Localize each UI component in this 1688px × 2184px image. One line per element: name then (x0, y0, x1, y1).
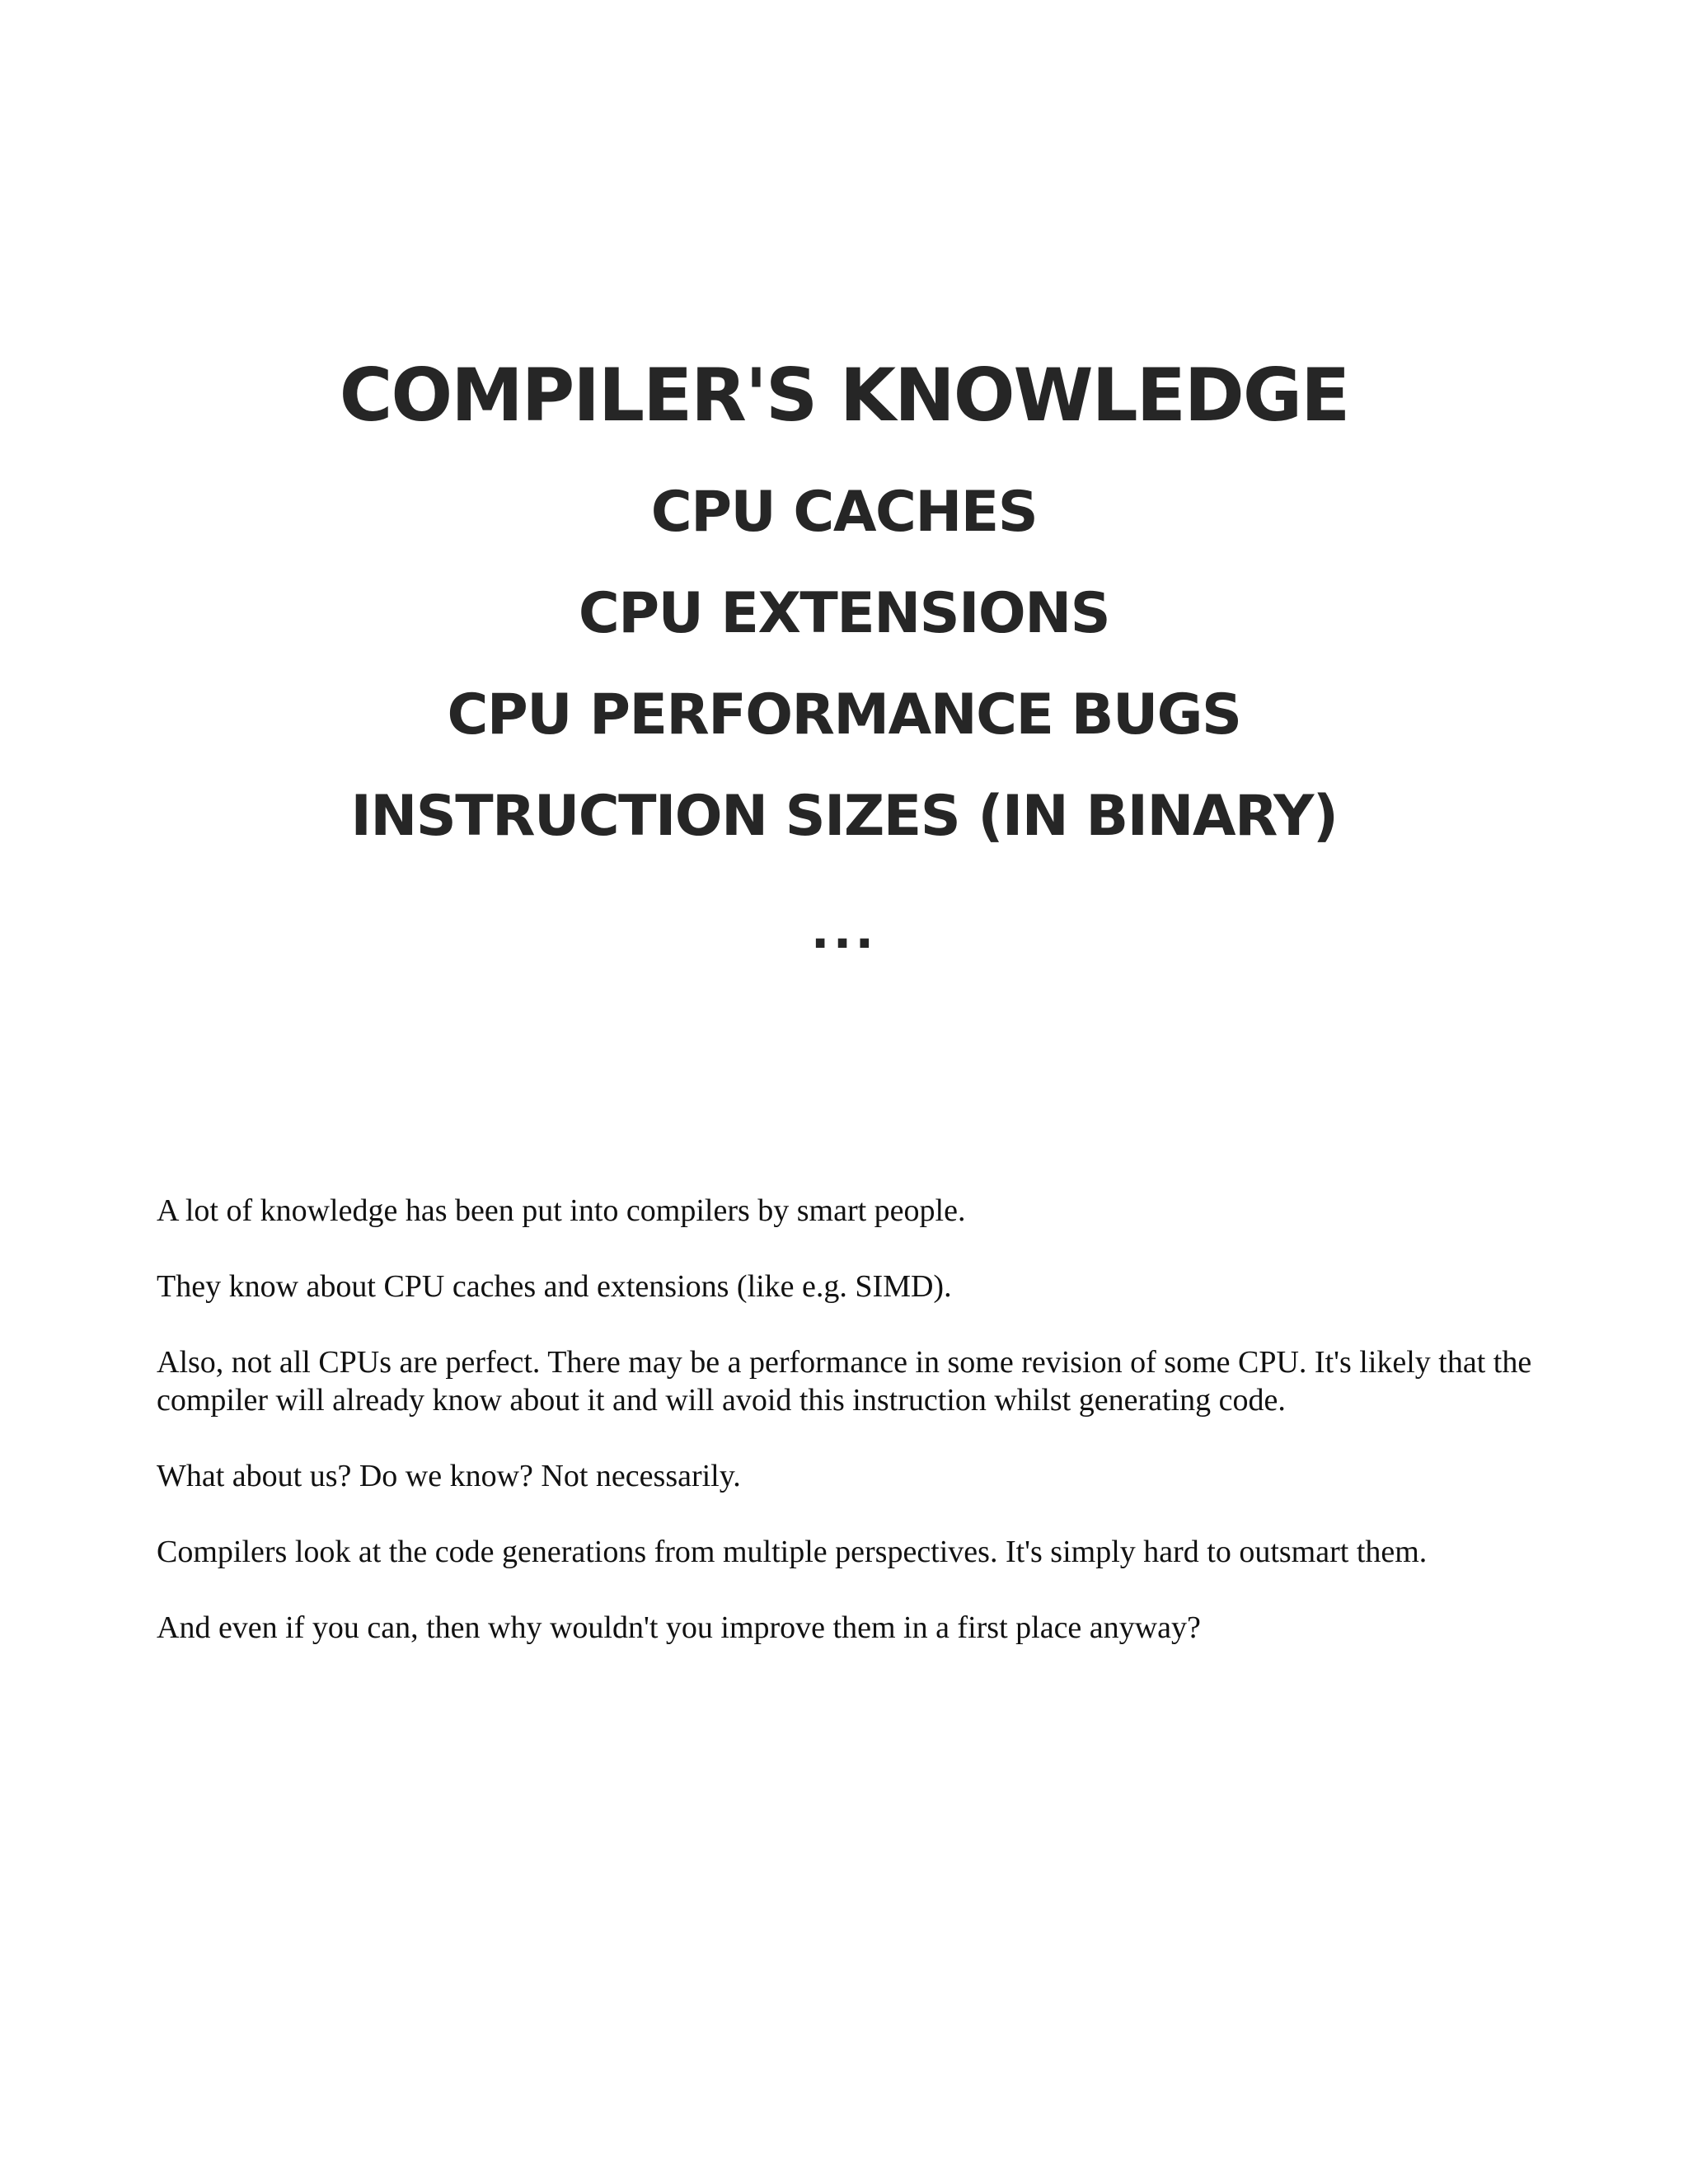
topic-cpu-caches: CPU CACHES (650, 480, 1038, 545)
slide-topic-list (0, 473, 1688, 879)
slide-title: COMPILER'S KNOWLEDGE (339, 353, 1349, 438)
notes-paragraph: Compilers look at the code generations from multiple perspectives. It's simply hard to outsmart them. (157, 1535, 1428, 1569)
topic-cpu-performance-bugs: CPU PERFORMANCE BUGS (447, 682, 1241, 748)
notes-paragraph: What about us? Do we know? Not necessarily. (157, 1459, 741, 1493)
notes-paragraph: Also, not all CPUs are perfect. There may be a performance in some revision of some CPU. It's likely that the compiler will already know about it and will avoid this instruction whilst generating code. (157, 1345, 1532, 1418)
notes-paragraph: And even if you can, then why wouldn't you improve them in a first place anyway? (157, 1610, 1201, 1645)
topic-instruction-sizes: INSTRUCTION SIZES (IN BINARY) (350, 784, 1338, 849)
topic-cpu-extensions: CPU EXTENSIONS (578, 581, 1110, 646)
speaker-notes (157, 1192, 1541, 1685)
notes-paragraph: They know about CPU caches and extensions (like e.g. SIMD). (157, 1269, 952, 1304)
ellipsis-marker: ... (810, 902, 878, 960)
notes-paragraph: A lot of knowledge has been put into compilers by smart people. (157, 1193, 966, 1228)
